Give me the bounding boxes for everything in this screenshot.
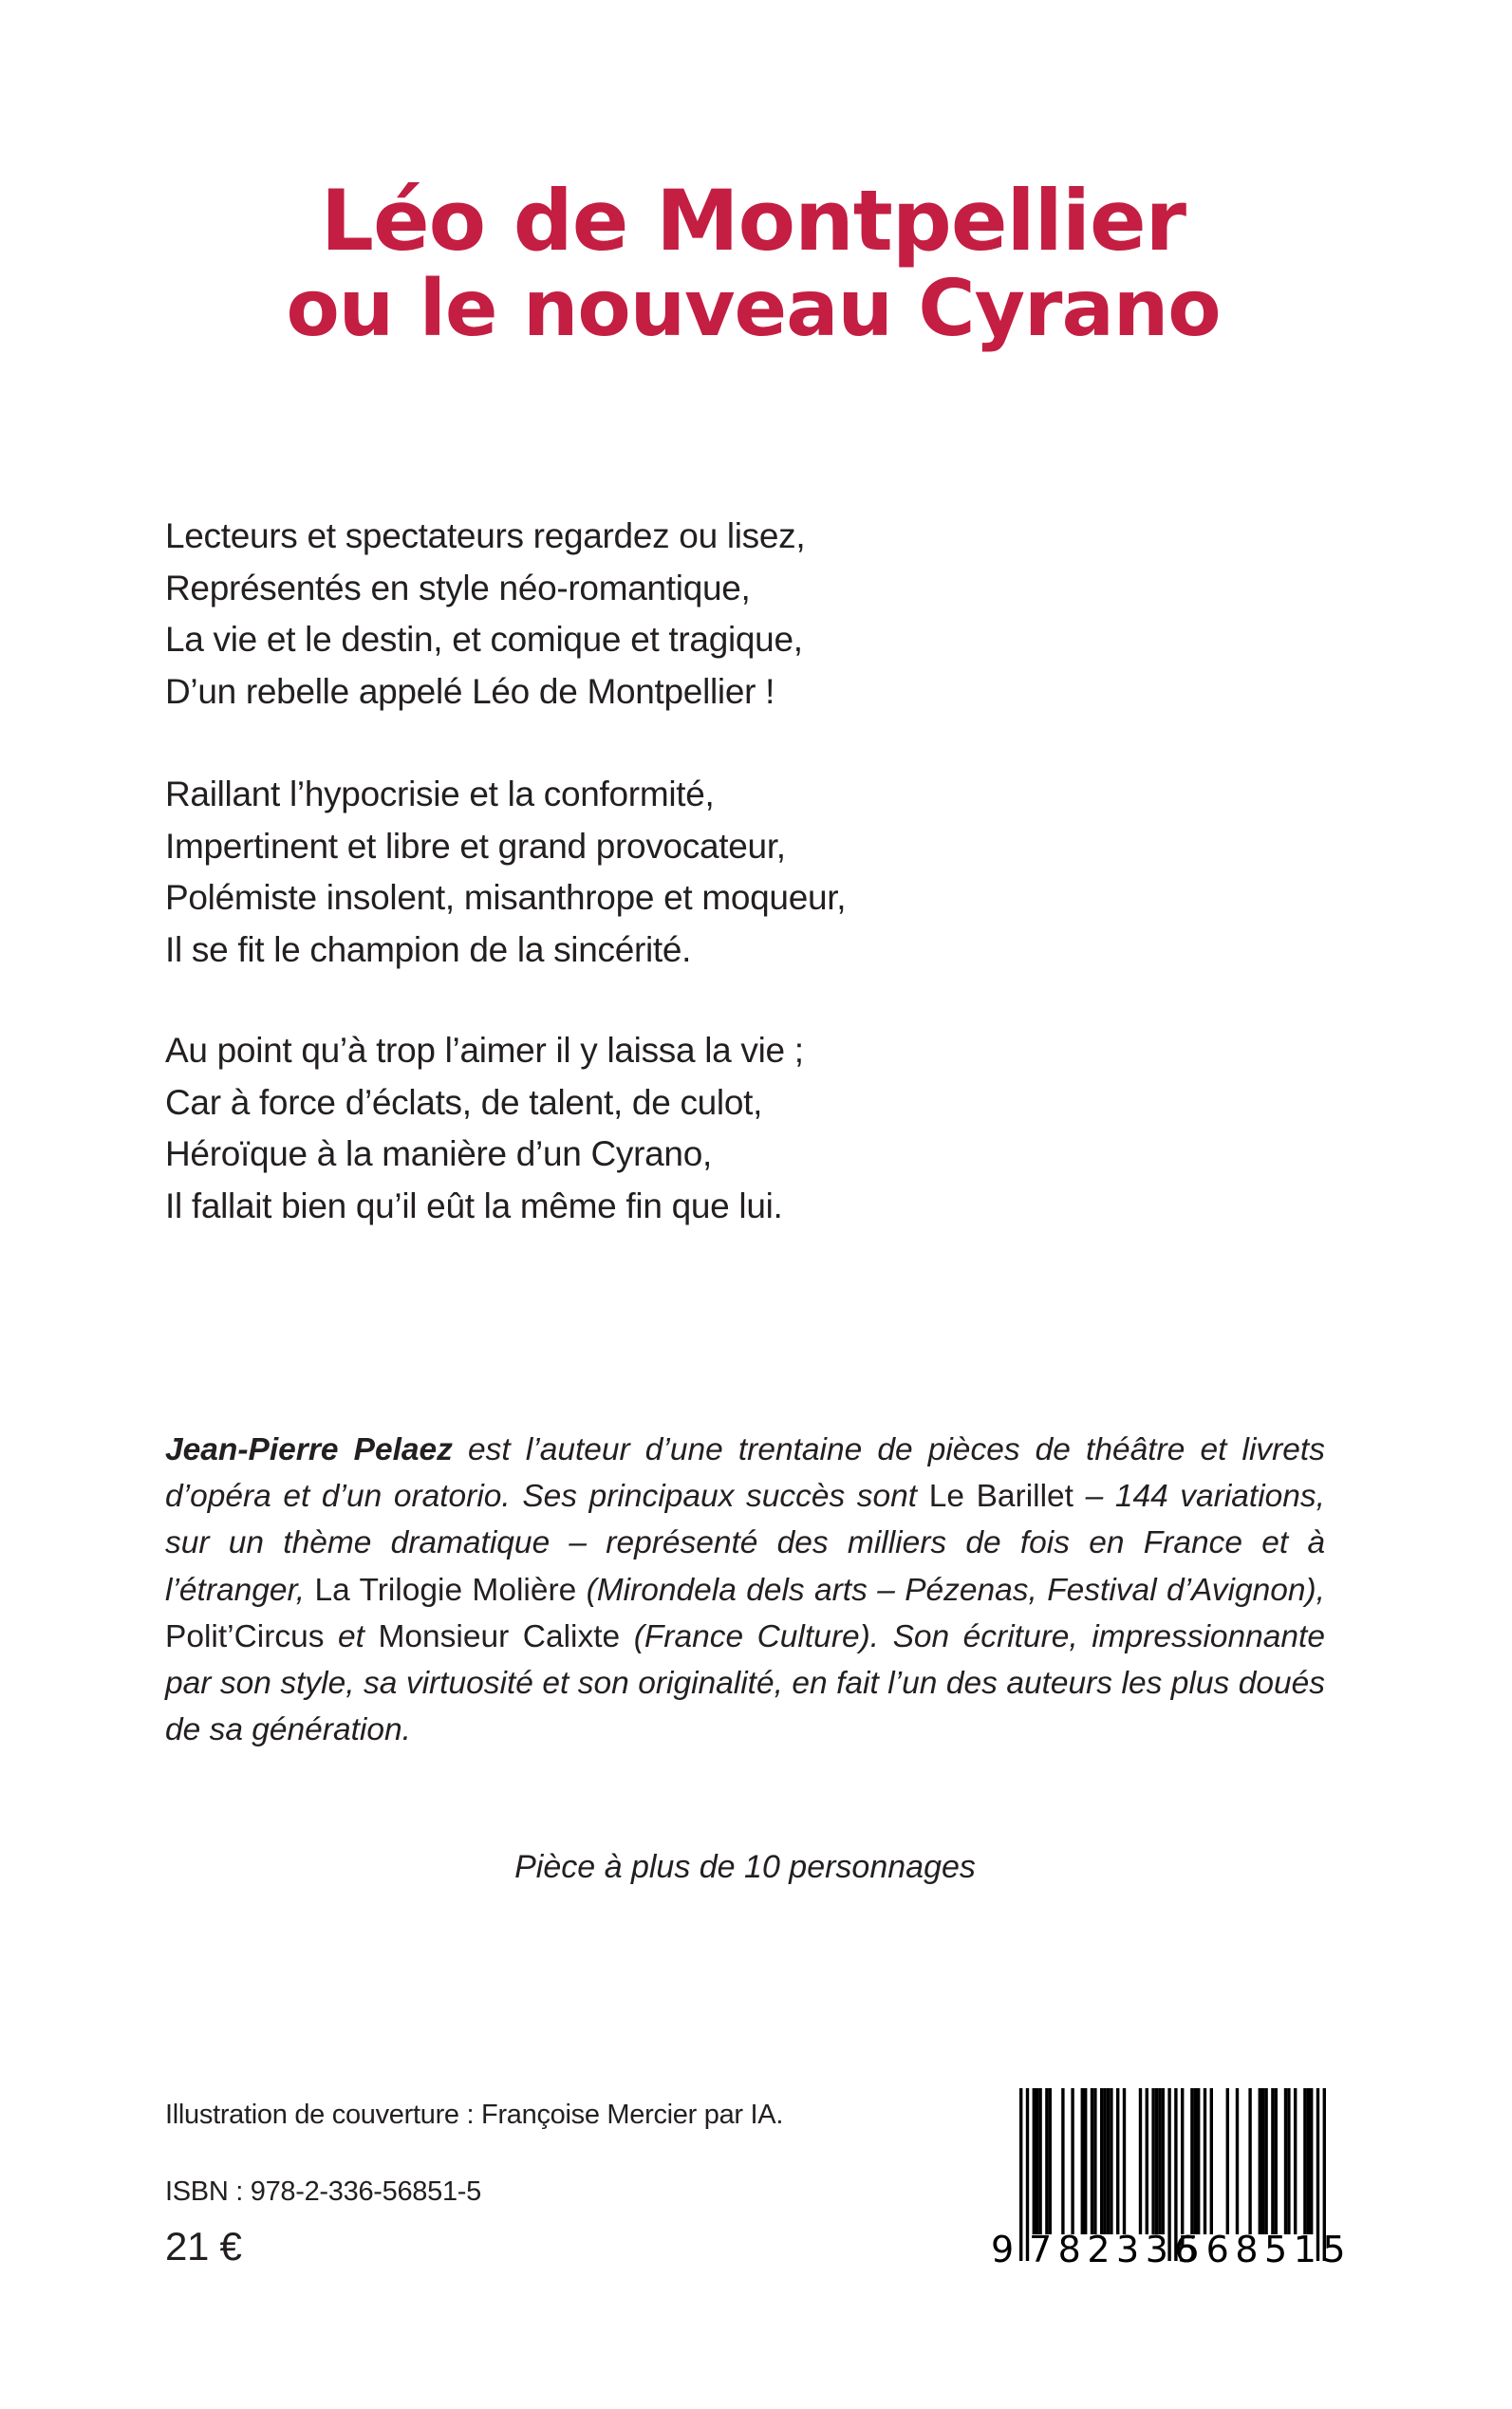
book-subtitle: ou le nouveau Cyrano xyxy=(286,264,1221,354)
barcode-bar xyxy=(1091,2088,1093,2234)
barcode-bar xyxy=(1181,2088,1184,2234)
poem-line: Polémiste insolent, misanthrope et moqueur, xyxy=(165,878,847,917)
bio-line xyxy=(165,1427,1325,1473)
barcode-bar xyxy=(1194,2088,1197,2234)
barcode-bar xyxy=(1294,2088,1297,2234)
barcode-bar xyxy=(1307,2088,1310,2234)
poem-line: Au point qu’à trop l’aimer il y laissa la vie ; xyxy=(165,1031,804,1070)
barcode-bar xyxy=(1158,2088,1161,2234)
poem-line: Il fallait bien qu’il eût la même fin que lui. xyxy=(165,1186,783,1225)
barcode-bar xyxy=(1197,2088,1200,2234)
barcode-bar xyxy=(1261,2088,1264,2234)
bio-text: – 144 variations, xyxy=(1073,1479,1325,1515)
bio-text: par son style, sa virtuosité et son originalité, en fait l’un des auteurs les plus doués xyxy=(165,1665,1325,1701)
barcode-digits-right: 568515 xyxy=(1177,2229,1353,2270)
work-title: Le Barillet xyxy=(928,1479,1073,1515)
barcode-digits-left: 782336 xyxy=(1029,2229,1204,2270)
barcode-bar xyxy=(1284,2088,1287,2234)
barcode-bar xyxy=(1033,2088,1036,2234)
bio-line xyxy=(165,1707,1325,1753)
barcode-bar xyxy=(1084,2088,1087,2234)
poem-line: Car à force d’éclats, de talent, de culot, xyxy=(165,1082,763,1122)
barcode-bar xyxy=(1275,2088,1278,2234)
work-title: Monsieur Calixte xyxy=(378,1618,621,1654)
barcode-bar xyxy=(1110,2088,1112,2234)
bio-line xyxy=(165,1660,1325,1707)
bio-text: (Mirondela dels arts – Pézenas, Festival d’Avignon), xyxy=(576,1572,1325,1608)
barcode-bar xyxy=(1116,2088,1119,2234)
poem-line: Lecteurs et spectateurs regardez ou lisez, xyxy=(165,516,806,555)
cast-note: Pièce à plus de 10 personnages xyxy=(514,1849,976,1885)
bio-text: d’opéra et d’un oratorio. Ses principaux succès sont xyxy=(165,1479,929,1515)
barcode-bar xyxy=(1061,2088,1064,2234)
barcode-bar xyxy=(1310,2088,1313,2234)
bio-line xyxy=(165,1520,1325,1566)
barcode-bar xyxy=(1264,2088,1267,2234)
poem-line: Raillant l’hypocrisie et la conformité, xyxy=(165,775,715,813)
barcode-bar xyxy=(1303,2088,1306,2234)
barcode-bar xyxy=(1210,2088,1213,2234)
barcode-bar xyxy=(1100,2088,1103,2234)
poem-line: La vie et le destin, et comique et tragique, xyxy=(165,620,803,659)
barcode-bar xyxy=(1204,2088,1206,2234)
barcode-bar xyxy=(1139,2088,1142,2234)
poem-line: Impertinent et libre et grand provocateur, xyxy=(165,826,786,866)
barcode-bar xyxy=(1146,2088,1148,2234)
barcode-bar xyxy=(1248,2088,1251,2234)
bio-text: l’étranger, xyxy=(165,1572,315,1608)
book-title: Léo de Montpellier xyxy=(320,172,1186,270)
illustration-credit: Illustration de couverture : Françoise Mercier par IA. xyxy=(165,2100,784,2130)
poem-line: Représentés en style néo-romantique, xyxy=(165,568,751,607)
bio-text: est l’auteur d’une trentaine de pièces de théâtre et livrets xyxy=(452,1432,1325,1467)
ean-barcode xyxy=(991,2088,1353,2270)
author-bio xyxy=(165,1427,1325,1753)
poem-line: Héroïque à la manière d’un Cyrano, xyxy=(165,1134,712,1173)
barcode-bar xyxy=(1103,2088,1106,2234)
poem-stanza-3 xyxy=(165,1025,804,1232)
barcode-bar xyxy=(1226,2088,1229,2234)
barcode-bar xyxy=(1036,2088,1038,2234)
bio-text: de sa génération. xyxy=(165,1712,411,1748)
barcode-bar xyxy=(1151,2088,1154,2234)
poem-stanza-1 xyxy=(165,511,805,718)
work-title: Polit’Circus xyxy=(165,1618,325,1654)
barcode-bar xyxy=(1271,2088,1274,2234)
bio-text: (France Culture). Son écriture, impressionnante xyxy=(620,1618,1325,1654)
bio-line xyxy=(165,1614,1325,1660)
isbn: ISBN : 978-2-336-56851-5 xyxy=(165,2176,481,2207)
barcode-bar xyxy=(1155,2088,1158,2234)
author-name: Jean-Pierre Pelaez xyxy=(165,1432,453,1467)
barcode-bar xyxy=(1071,2088,1073,2234)
barcode-bar xyxy=(1049,2088,1052,2234)
poem-line: D’un rebelle appelé Léo de Montpellier ! xyxy=(165,671,775,711)
barcode-bar xyxy=(1107,2088,1110,2234)
price: 21 € xyxy=(165,2224,242,2269)
barcode-bar xyxy=(1236,2088,1239,2234)
barcode-bar xyxy=(1190,2088,1193,2234)
barcode-bar xyxy=(1162,2088,1165,2234)
barcode-bar xyxy=(1045,2088,1048,2234)
bio-line xyxy=(165,1567,1325,1614)
poem-line: Il se fit le champion de la sincérité. xyxy=(165,929,692,969)
barcode-bar xyxy=(1123,2088,1126,2234)
work-title: La Trilogie Molière xyxy=(314,1572,577,1608)
barcode-bar xyxy=(1038,2088,1041,2234)
bio-text: et xyxy=(324,1618,379,1654)
bio-text: sur un thème dramatique – représenté des milliers de fois en France et à xyxy=(165,1525,1325,1561)
barcode-digit-first: 9 xyxy=(991,2229,1020,2270)
barcode-bar xyxy=(1287,2088,1290,2234)
poem-stanza-2 xyxy=(165,769,846,976)
barcode-bar xyxy=(1093,2088,1096,2234)
barcode-bar xyxy=(1259,2088,1261,2234)
barcode-bar xyxy=(1081,2088,1084,2234)
bio-line xyxy=(165,1473,1325,1520)
